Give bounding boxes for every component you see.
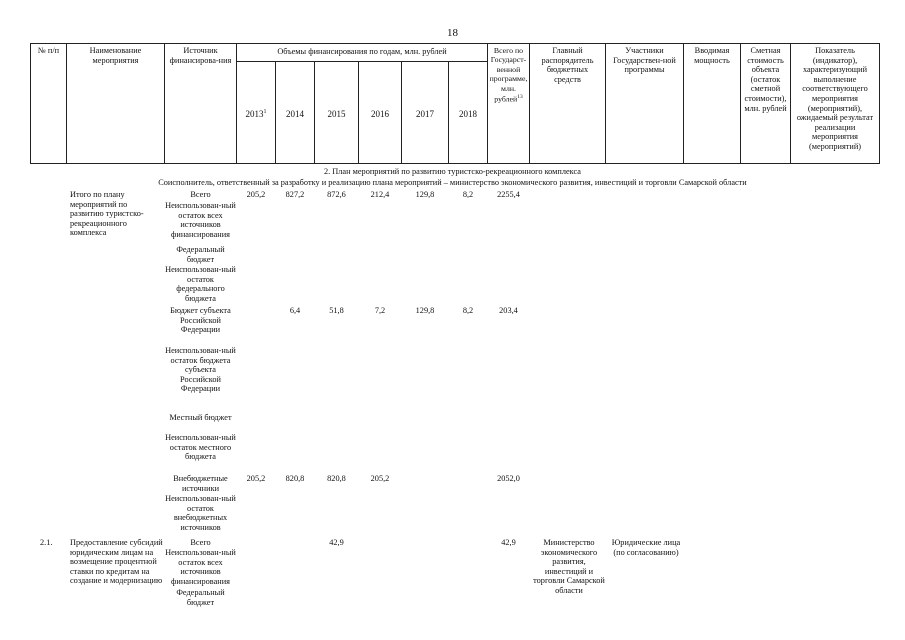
header-manager: Главный распорядитель бюджетных средств [541, 46, 594, 84]
block1-src-4: Бюджет субъекта Российской Федерации [170, 306, 231, 335]
block1-r8-2015: 820,8 [327, 474, 346, 483]
block2-src-2: Федеральный бюджет [176, 588, 225, 607]
year-2013: 2013$^1$ [245, 109, 267, 119]
block2-src-0: Всего [190, 538, 211, 547]
block1-r8-2013: 205,2 [246, 474, 266, 483]
block2-src-1: Неиспользован-ный остаток всех источников финансирования [165, 548, 236, 586]
header-participants: Участники Государствен-ной программы [613, 46, 676, 75]
block1-src-3: Неиспользован-ный остаток федерального бюджета [165, 265, 236, 303]
block1-name: Итого по плану мероприятий по развитию туристско-рекреационного комплекса [70, 190, 144, 238]
block2-participants: Юридические лица (по согласованию) [611, 538, 681, 557]
block1-src-6: Местный бюджет [169, 413, 232, 422]
block1-r4-2016: 7,2 [374, 306, 386, 315]
year-2014: 2014 [286, 109, 304, 119]
header-total: Всего по Государст-венной программе, млн. рублей$^{13}$ [489, 46, 528, 104]
block1-r4-2014: 6,4 [289, 306, 301, 315]
year-2015: 2015 [327, 109, 346, 119]
section-title: 2. План мероприятий по развитию туристско-рекреационного комплекса [324, 167, 581, 176]
header-num: № п/п [37, 46, 60, 55]
header-name: Наименование мероприятия [89, 46, 142, 65]
header-volume: Объемы финансирования по годам, млн. рублей [277, 47, 447, 56]
block1-r4-total: 203,4 [499, 306, 518, 315]
year-2018: 2018 [459, 109, 477, 119]
block2-num: 2.1. [40, 538, 53, 547]
block1-r0-2016: 212,4 [370, 190, 390, 199]
year-2016: 2016 [371, 109, 389, 119]
block1-src-7: Неиспользован-ный остаток местного бюджета [165, 433, 236, 462]
block1-r4-2018: 8,2 [462, 306, 474, 315]
block1-r0-2017: 129,8 [415, 190, 435, 199]
block1-src-9: Неиспользован-ный остаток внебюджетных источников [165, 494, 236, 532]
block2-r0-total: 42,9 [501, 538, 516, 547]
block2-manager: Министерство экономического развития, инвестиций и торговли Самарской области [533, 538, 605, 595]
block1-r4-2015: 51,8 [329, 306, 344, 315]
block2-name: Предоставление субсидий юридическим лицам на возмещение процентной ставки по кредитам на создание и модернизацию [70, 538, 163, 586]
block1-src-8: Внебюджетные источники [173, 474, 228, 493]
block1-r8-2016: 205,2 [370, 474, 390, 483]
block1-r0-2018: 8,2 [462, 190, 474, 199]
block1-r0-2014: 827,2 [285, 190, 305, 199]
block1-r8-2014: 820,8 [285, 474, 305, 483]
block1-src-2: Федеральный бюджет [176, 245, 225, 264]
header-cost: Сметная стоимость объекта (остаток сметной стоимости), млн. рублей [744, 46, 787, 113]
block1-src-5: Неиспользован-ный остаток бюджета субъекта Российской Федерации [165, 346, 236, 394]
block2-r0-2015: 42,9 [329, 538, 344, 547]
block1-src-1: Неиспользован-ный остаток всех источников финансирования [165, 201, 236, 239]
year-2017: 2017 [416, 109, 434, 119]
header-source: Источник финансирова-ния [169, 46, 232, 65]
section-executor: Соисполнитель, ответственный за разработку и реализацию плана мероприятий – министерство экономического развития, инвестиций и торговли Самарской области [158, 178, 747, 187]
block1-r0-total: 2255,4 [497, 190, 520, 199]
header-indicator: Показатель (индикатор), характеризующий выполнение соответствующего мероприятия (мероприятий), ожидаемый результат реализации мероприятия (мероприятий) [796, 46, 874, 151]
header-cell-num [30, 43, 67, 164]
page-number: 18 [447, 27, 458, 39]
block1-src-0: Всего [190, 190, 211, 199]
block1-r8-total: 2052,0 [497, 474, 520, 483]
block1-r4-2017: 129,8 [415, 306, 435, 315]
header-capacity: Вводимая мощность [694, 46, 730, 65]
block1-r0-2015: 872,6 [327, 190, 346, 199]
block1-r0-2013: 205,2 [246, 190, 266, 199]
